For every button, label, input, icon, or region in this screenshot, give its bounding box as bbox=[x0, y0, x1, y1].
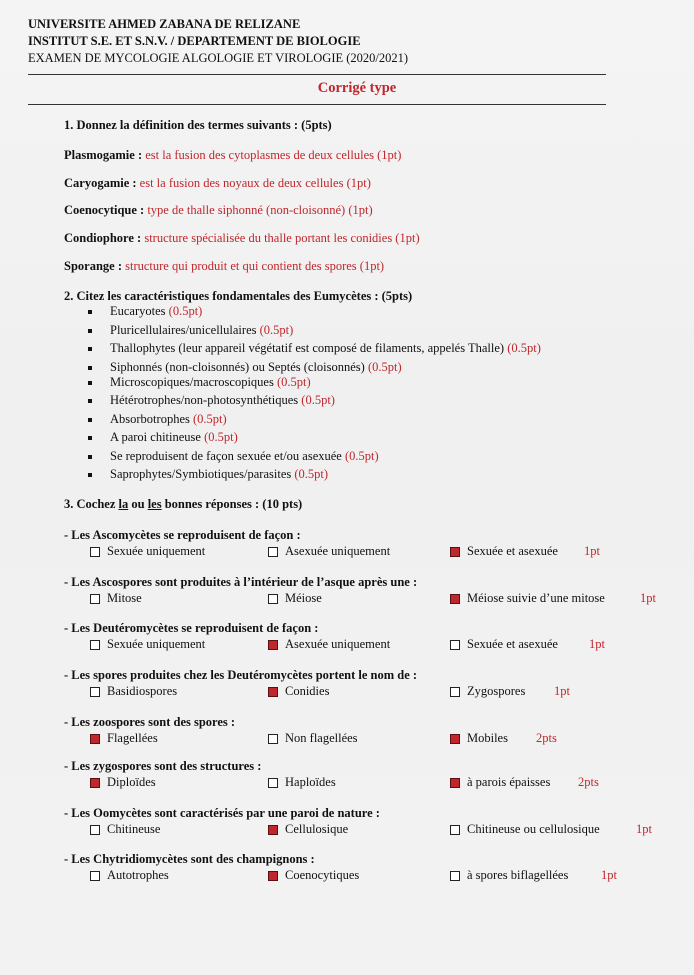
item-text: Absorbotrophes bbox=[110, 411, 193, 426]
checkbox-checked[interactable] bbox=[90, 778, 100, 788]
checkbox-checked[interactable] bbox=[268, 871, 278, 881]
checkbox-unchecked[interactable] bbox=[90, 594, 100, 604]
option-label: à spores biflagellées bbox=[467, 868, 569, 882]
mcq-option[interactable] bbox=[268, 731, 358, 746]
definition-coenocytique bbox=[64, 203, 373, 218]
university-name: UNIVERSITE AHMED ZABANA DE RELIZANE bbox=[28, 17, 301, 31]
item-points: (0.5pt) bbox=[344, 448, 379, 463]
checkbox-checked[interactable] bbox=[90, 734, 100, 744]
option-label: Non flagellées bbox=[285, 731, 358, 745]
item-text: Eucaryotes bbox=[110, 304, 169, 318]
option-label: Méiose bbox=[285, 591, 322, 605]
list-item bbox=[88, 412, 541, 431]
q3-heading-underlined: les bbox=[147, 497, 162, 511]
q3-heading-underlined: la bbox=[118, 497, 129, 511]
mcq-option[interactable] bbox=[268, 637, 390, 652]
mcq-option[interactable] bbox=[450, 775, 550, 790]
mcq-question-7: - Les Oomycètes sont caractérisés par une paroi de nature : bbox=[64, 806, 380, 820]
q3-heading-part: bonnes réponses : (10 pts) bbox=[161, 497, 303, 511]
checkbox-unchecked[interactable] bbox=[268, 594, 278, 604]
checkbox-unchecked[interactable] bbox=[450, 871, 460, 881]
checkbox-unchecked[interactable] bbox=[268, 778, 278, 788]
option-label: Sexuée et asexuée bbox=[467, 544, 558, 558]
item-points: (0.5pt) bbox=[259, 322, 294, 337]
term-label: Sporange : bbox=[64, 259, 126, 273]
item-text: Saprophytes/Symbiotiques/parasites bbox=[110, 467, 295, 481]
item-text: A paroi chitineuse bbox=[110, 430, 205, 444]
item-points: (0.5pt) bbox=[367, 359, 402, 374]
item-points: (0.5pt) bbox=[507, 341, 541, 355]
institute-department: INSTITUT S.E. ET S.N.V. / DEPARTEMENT DE BIOLOGIE bbox=[28, 34, 361, 48]
q1-heading: 1. Donnez la définition des termes suivants : (5pts) bbox=[64, 118, 332, 132]
list-item bbox=[88, 341, 541, 360]
mcq-points: 2pts bbox=[536, 731, 557, 745]
mcq-option[interactable] bbox=[450, 544, 558, 559]
exam-title: EXAMEN DE MYCOLOGIE ALGOLOGIE ET VIROLOGIE (2020/2021) bbox=[28, 51, 409, 65]
list-item bbox=[88, 360, 541, 375]
mcq-option[interactable] bbox=[450, 822, 600, 837]
option-label: Asexuée uniquement bbox=[285, 544, 391, 558]
option-label: Sexuée uniquement bbox=[107, 637, 206, 651]
option-label: Diploïdes bbox=[107, 775, 156, 789]
eumycetes-characteristics-list bbox=[88, 304, 541, 486]
item-text: Se reproduisent de façon sexuée et/ou asexuée bbox=[110, 448, 345, 463]
checkbox-unchecked[interactable] bbox=[90, 687, 100, 697]
option-label: Autotrophes bbox=[107, 868, 169, 882]
option-label: Mobiles bbox=[467, 731, 508, 745]
option-label: Chitineuse ou cellulosique bbox=[467, 822, 600, 836]
option-label: Haploïdes bbox=[285, 775, 336, 789]
mcq-points: 2pts bbox=[578, 775, 599, 789]
definition-answer: structure qui produit et qui contient des spores (1pt) bbox=[125, 259, 385, 273]
mcq-option[interactable] bbox=[450, 684, 525, 699]
mcq-option[interactable] bbox=[268, 591, 322, 606]
mcq-points: 1pt bbox=[601, 868, 617, 882]
checkbox-unchecked[interactable] bbox=[90, 547, 100, 557]
definition-caryogamie bbox=[64, 176, 371, 191]
mcq-points: 1pt bbox=[640, 591, 656, 605]
checkbox-checked[interactable] bbox=[450, 734, 460, 744]
header-divider-top bbox=[28, 74, 606, 75]
mcq-option[interactable] bbox=[90, 684, 177, 699]
option-label: Mitose bbox=[107, 591, 142, 605]
mcq-points: 1pt bbox=[554, 684, 570, 698]
item-points: (0.5pt) bbox=[204, 430, 238, 444]
item-text: Microscopiques/macroscopiques bbox=[110, 374, 277, 389]
definition-condiophore bbox=[64, 231, 420, 246]
option-label: Sexuée et asexuée bbox=[467, 637, 558, 651]
mcq-option[interactable] bbox=[450, 591, 605, 606]
definition-answer: type de thalle siphonné (non-cloisonné) (1pt) bbox=[147, 203, 373, 217]
mcq-question-8: - Les Chytridiomycètes sont des champignons : bbox=[64, 852, 315, 866]
mcq-points: 1pt bbox=[589, 637, 605, 651]
q3-heading-part: 3. Cochez bbox=[64, 497, 119, 511]
definition-sporange bbox=[64, 259, 384, 274]
header-divider-bottom bbox=[28, 104, 606, 105]
list-item bbox=[88, 393, 541, 412]
item-text: Thallophytes (leur appareil végétatif est composé de filaments, appelés Thalle) bbox=[110, 341, 508, 355]
mcq-question-5: - Les zoospores sont des spores : bbox=[64, 715, 236, 729]
term-label: Condiophore : bbox=[64, 231, 145, 245]
item-text: Pluricellulaires/unicellulaires bbox=[110, 322, 260, 337]
list-item bbox=[88, 304, 541, 323]
mcq-option[interactable] bbox=[450, 731, 508, 746]
item-text: Siphonnés (non-cloisonnés) ou Septés (cloisonnés) bbox=[110, 359, 368, 374]
checkbox-checked[interactable] bbox=[450, 778, 460, 788]
list-item bbox=[88, 430, 541, 449]
document-header bbox=[28, 16, 408, 67]
mcq-points: 1pt bbox=[584, 544, 600, 558]
option-label: à parois épaisses bbox=[467, 775, 551, 789]
item-points: (0.5pt) bbox=[294, 467, 329, 481]
mcq-question-1: - Les Ascomycètes se reproduisent de façon : bbox=[64, 528, 301, 542]
option-label: Méiose suivie d’une mitose bbox=[467, 591, 605, 605]
checkbox-checked[interactable] bbox=[268, 687, 278, 697]
option-label: Zygospores bbox=[467, 684, 526, 698]
list-item bbox=[88, 467, 541, 486]
definition-plasmogamie bbox=[64, 148, 401, 163]
option-label: Conidies bbox=[285, 684, 330, 698]
checkbox-unchecked[interactable] bbox=[90, 640, 100, 650]
list-item bbox=[88, 375, 541, 394]
mcq-question-3: - Les Deutéromycètes se reproduisent de façon : bbox=[64, 621, 319, 635]
mcq-option[interactable] bbox=[90, 775, 156, 790]
mcq-option[interactable] bbox=[90, 591, 142, 606]
checkbox-unchecked[interactable] bbox=[90, 825, 100, 835]
definition-answer: est la fusion des cytoplasmes de deux cellules (1pt) bbox=[145, 148, 402, 162]
checkbox-checked[interactable] bbox=[450, 547, 460, 557]
mcq-option[interactable] bbox=[90, 822, 160, 837]
checkbox-unchecked[interactable] bbox=[450, 687, 460, 697]
checkbox-checked[interactable] bbox=[268, 640, 278, 650]
checkbox-unchecked[interactable] bbox=[450, 640, 460, 650]
item-points: (0.5pt) bbox=[168, 304, 203, 318]
item-points: (0.5pt) bbox=[301, 393, 335, 407]
mcq-points: 1pt bbox=[636, 822, 652, 836]
item-points: (0.5pt) bbox=[192, 411, 227, 426]
checkbox-checked[interactable] bbox=[450, 594, 460, 604]
checkbox-unchecked[interactable] bbox=[268, 734, 278, 744]
mcq-question-2: - Les Ascospores sont produites à l’intérieur de l’asque après une : bbox=[64, 575, 418, 589]
list-item bbox=[88, 323, 541, 342]
option-label: Flagellées bbox=[107, 731, 158, 745]
term-label: Coenocytique : bbox=[64, 203, 148, 217]
option-label: Sexuée uniquement bbox=[107, 544, 206, 558]
term-label: Plasmogamie : bbox=[64, 148, 146, 162]
mcq-option[interactable] bbox=[90, 731, 158, 746]
mcq-option[interactable] bbox=[90, 868, 169, 883]
mcq-option[interactable] bbox=[90, 637, 205, 652]
mcq-question-6: - Les zygospores sont des structures : bbox=[64, 759, 262, 773]
option-label: Asexuée uniquement bbox=[285, 637, 391, 651]
option-label: Coenocytiques bbox=[285, 868, 360, 882]
mcq-option[interactable] bbox=[268, 868, 359, 883]
definition-answer: structure spécialisée du thalle portant les conidies (1pt) bbox=[144, 231, 420, 245]
checkbox-unchecked[interactable] bbox=[90, 871, 100, 881]
mcq-option[interactable] bbox=[268, 684, 329, 699]
q3-heading bbox=[64, 497, 302, 512]
mcq-option[interactable] bbox=[268, 822, 348, 837]
checkbox-unchecked[interactable] bbox=[450, 825, 460, 835]
mcq-question-4: - Les spores produites chez les Deutéromycètes portent le nom de : bbox=[64, 668, 418, 682]
q2-heading: 2. Citez les caractéristiques fondamentales des Eumycètes : (5pts) bbox=[64, 289, 413, 303]
mcq-option[interactable] bbox=[450, 868, 568, 883]
term-label: Caryogamie : bbox=[64, 176, 140, 190]
item-points: (0.5pt) bbox=[276, 374, 311, 389]
definition-answer: est la fusion des noyaux de deux cellules (1pt) bbox=[139, 176, 371, 190]
q3-heading-part: ou bbox=[128, 497, 148, 511]
mcq-option[interactable] bbox=[268, 544, 390, 559]
mcq-option[interactable] bbox=[90, 544, 205, 559]
option-label: Cellulosique bbox=[285, 822, 349, 836]
option-label: Chitineuse bbox=[107, 822, 161, 836]
item-text: Hétérotrophes/non-photosynthétiques bbox=[110, 393, 302, 407]
list-item bbox=[88, 449, 541, 468]
page-title: Corrigé type bbox=[317, 80, 397, 96]
mcq-option[interactable] bbox=[268, 775, 336, 790]
mcq-option[interactable] bbox=[450, 637, 558, 652]
checkbox-unchecked[interactable] bbox=[268, 547, 278, 557]
option-label: Basidiospores bbox=[107, 684, 178, 698]
checkbox-checked[interactable] bbox=[268, 825, 278, 835]
